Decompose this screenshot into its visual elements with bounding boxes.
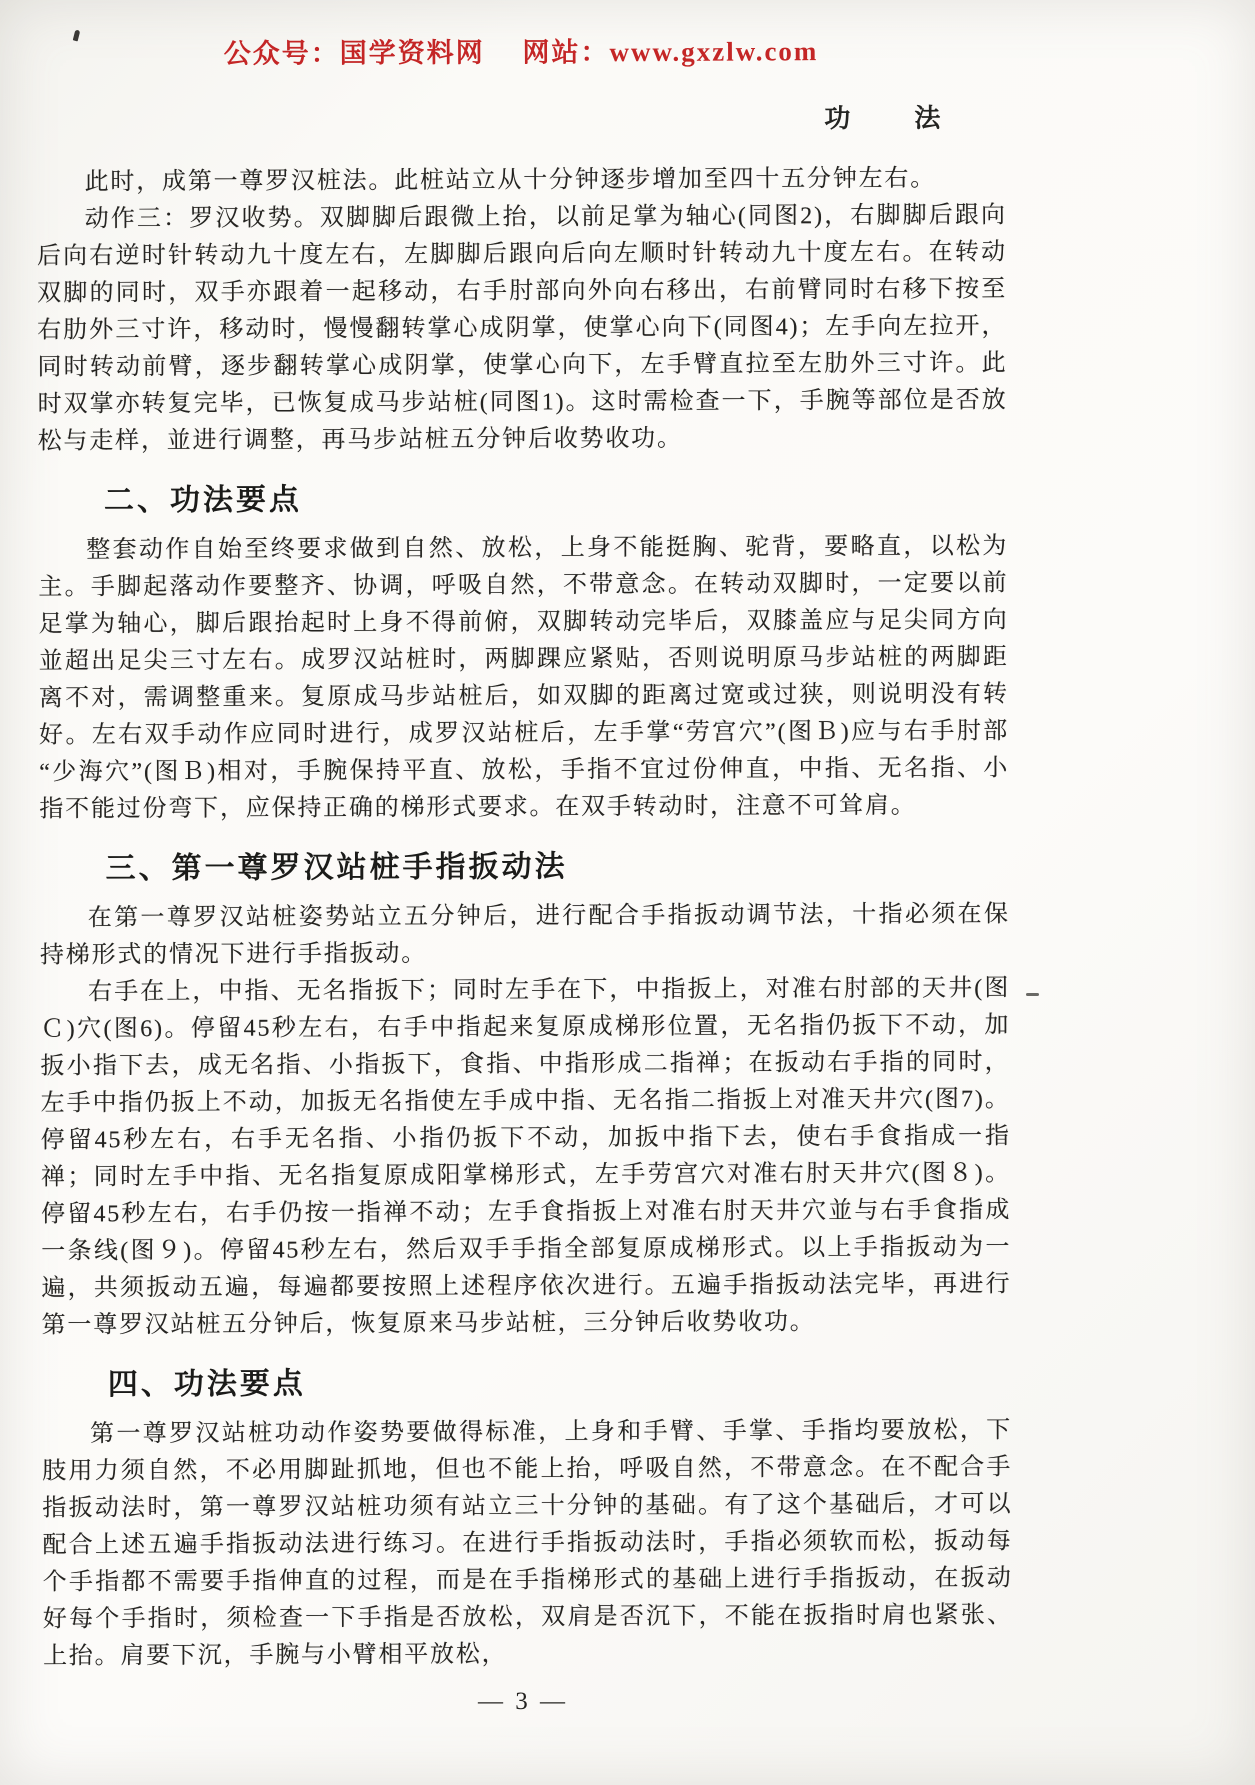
body-paragraph: 此时，成第一尊罗汉桩法。此桩站立从十分钟逐步增加至四十五分钟左右。: [84, 165, 937, 196]
section-heading: 二、功法要点: [103, 483, 303, 518]
section-heading: 四、功法要点: [107, 1367, 306, 1402]
promo-header: 公众号：国学资料网 网站：www.gxzlw.com: [223, 36, 819, 69]
body-paragraph: 在第一尊罗汉站桩姿势站立五分钟后，进行配合手指扳动调节法，十指必须在保持梯形式的情况下进行手指扳动。: [39, 901, 1010, 969]
document-content: [37, 160, 1014, 1675]
body-paragraph: 右手在上，中指、无名指扳下；同时左手在下，中指扳上，对准右肘部的天井(图Ｃ)穴(图6)。停留45秒左右，右手中指起来复原成梯形位置，无名指仍扳下不动，加扳小指下去，成无名指、小指扳下，食指、中指形成二指禅；在扳动右手指的同时，左手中指仍扳上不动，加扳无名指使左手成中指、无名指二指扳上对准天井穴(图7)。停留45秒左右，右手无名指、小指仍扳下不动，加扳中指下去，使右手食指成一指禅；同时左手中指、无名指复原成阳掌梯形式，左手劳宫穴对准右肘天井穴(图８)。停留45秒左右，右手仍按一指禅不动；左手食指扳上对准右肘天井穴並与右手食指成一条线(图９)。停留45秒左右，然后双手手指全部复原成梯形式。以上手指扳动为一遍，共须扳动五遍，每遍都要按照上述程序依次进行。五遍手指扳动法完毕，再进行第一尊罗汉站桩五分钟后，恢复原来马步站桩，三分钟后收势收功。: [40, 975, 1012, 1339]
section-heading: 三、第一尊罗汉站桩手指扳动法: [105, 850, 568, 886]
body-paragraph: 动作三：罗汉收势。双脚脚后跟微上抬，以前足掌为轴心(同图2)，右脚脚后跟向后向右逆时针转动九十度左右，左脚脚后跟向后向左顺时针转动九十度左右。在转动双脚的同时，双手亦跟着一起移动，右手肘部向外向右移出，右前臂同时右移下按至右肋外三寸许，移动时，慢慢翻转掌心成阴掌，使掌心向下(同图4)；左手向左拉开，同时转动前臂，逐步翻转掌心成阴掌，使掌心向下，左手臂直拉至左肋外三寸许。此时双掌亦转复完毕，已恢复成马步站桩(同图1)。这时需检查一下，手腕等部位是否放松与走样，並进行调整，再马步站桩五分钟后收势收功。: [36, 202, 1008, 455]
scan-artifact-dash: [1026, 993, 1039, 996]
body-paragraph: 第一尊罗汉站桩功动作姿势要做得标准，上身和手臂、手掌、手指均要放松，下肢用力须自然，不必用脚趾抓地，但也不能上抬，呼吸自然，不带意念。在不配合手指扳动法时，第一尊罗汉站桩功须有站立三十分钟的基础。有了这个基础后，才可以配合上述五遍手指扳动法进行练习。在进行手指扳动法时，手指必须软而松，扳动每个手指都不需要手指伸直的过程，而是在手指梯形式的基础上进行手指扳动，在扳动好每个手指时，须检查一下手指是否放松，双肩是否沉下，不能在扳指时肩也紧张、上抬。肩要下沉，手腕与小臂相平放松，: [42, 1417, 1013, 1670]
page-number: — 3 —: [478, 1688, 568, 1715]
running-head: 功 法: [824, 103, 945, 134]
body-paragraph: 整套动作自始至终要求做到自然、放松，上身不能挺胸、驼背，要略直，以松为主。手脚起落动作要整齐、协调，呼吸自然，不带意念。在转动双脚时，一定要以前足掌为轴心，脚后跟抬起时上身不得前俯，双脚转动完毕后，双膝盖应与足尖同方向並超出足尖三寸左右。成罗汉站桩时，两脚踝应紧贴，否则说明原马步站桩的两脚距离不对，需调整重来。复原成马步站桩后，如双脚的距离过宽或过狭，则说明没有转好。左右双手动作应同时进行，成罗汉站桩后，左手掌“劳宫穴”(图Ｂ)应与右手肘部“少海穴”(图Ｂ)相对，手腕保持平直、放松，手指不宜过份伸直，中指、无名指、小指不能过份弯下，应保持正确的梯形式要求。在双手转动时，注意不可耸肩。: [38, 533, 1010, 823]
